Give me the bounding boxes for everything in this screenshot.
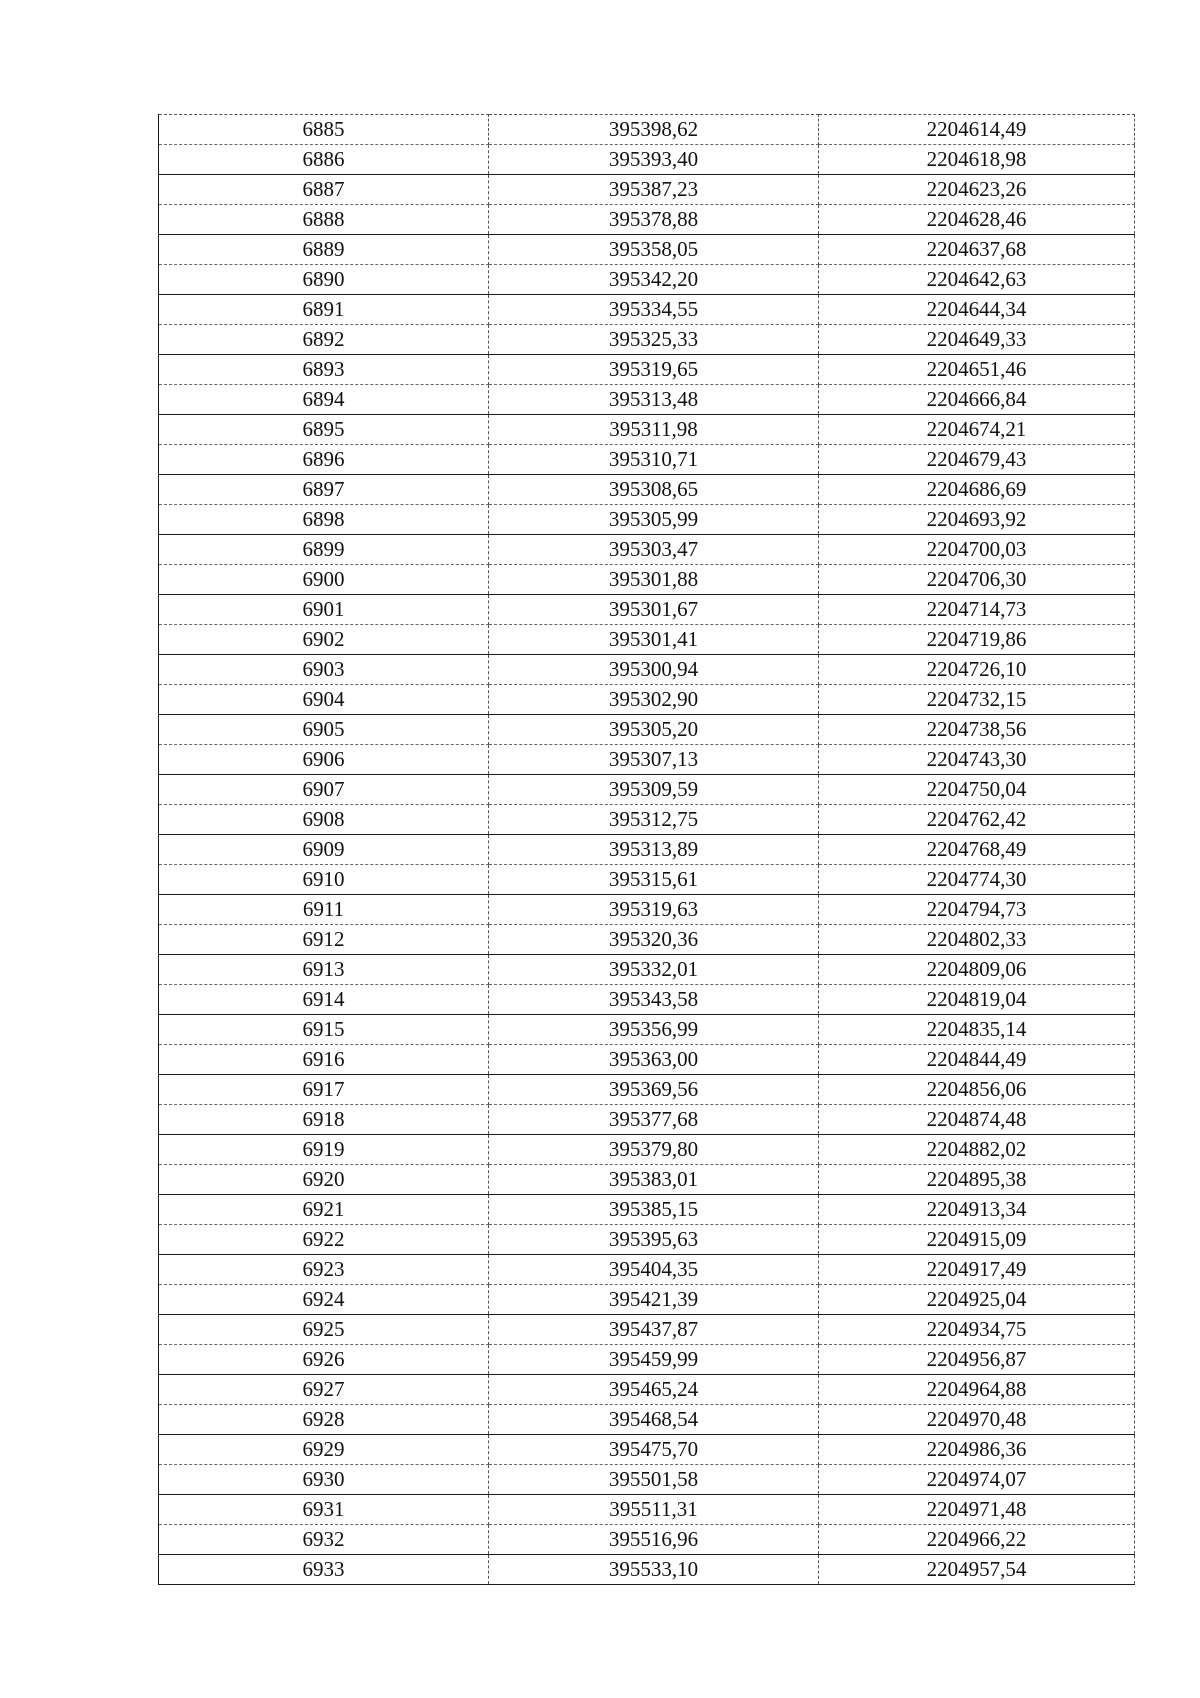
point-number-cell: 6898 <box>159 505 489 535</box>
table-row <box>159 565 1135 595</box>
y-coordinate-cell: 2204913,34 <box>819 1195 1135 1225</box>
x-coordinate-cell: 395325,33 <box>489 325 819 355</box>
table-row <box>159 1555 1135 1585</box>
y-coordinate-cell: 2204915,09 <box>819 1225 1135 1255</box>
y-coordinate-cell: 2204835,14 <box>819 1015 1135 1045</box>
point-number-cell: 6909 <box>159 835 489 865</box>
y-coordinate-cell: 2204726,10 <box>819 655 1135 685</box>
y-coordinate-cell: 2204966,22 <box>819 1525 1135 1555</box>
table-row <box>159 1225 1135 1255</box>
point-number-cell: 6919 <box>159 1135 489 1165</box>
point-number-cell: 6899 <box>159 535 489 565</box>
table-row <box>159 235 1135 265</box>
table-row <box>159 265 1135 295</box>
x-coordinate-cell: 395343,58 <box>489 985 819 1015</box>
x-coordinate-cell: 395533,10 <box>489 1555 819 1585</box>
y-coordinate-cell: 2204794,73 <box>819 895 1135 925</box>
point-number-cell: 6928 <box>159 1405 489 1435</box>
x-coordinate-cell: 395308,65 <box>489 475 819 505</box>
x-coordinate-cell: 395363,00 <box>489 1045 819 1075</box>
x-coordinate-cell: 395342,20 <box>489 265 819 295</box>
point-number-cell: 6912 <box>159 925 489 955</box>
y-coordinate-cell: 2204874,48 <box>819 1105 1135 1135</box>
y-coordinate-cell: 2204674,21 <box>819 415 1135 445</box>
point-number-cell: 6907 <box>159 775 489 805</box>
table-row <box>159 805 1135 835</box>
x-coordinate-cell: 395459,99 <box>489 1345 819 1375</box>
point-number-cell: 6906 <box>159 745 489 775</box>
x-coordinate-cell: 395501,58 <box>489 1465 819 1495</box>
table-row <box>159 955 1135 985</box>
table-row <box>159 535 1135 565</box>
x-coordinate-cell: 395468,54 <box>489 1405 819 1435</box>
y-coordinate-cell: 2204732,15 <box>819 685 1135 715</box>
x-coordinate-cell: 395312,75 <box>489 805 819 835</box>
table-row <box>159 475 1135 505</box>
x-coordinate-cell: 395301,88 <box>489 565 819 595</box>
y-coordinate-cell: 2204750,04 <box>819 775 1135 805</box>
x-coordinate-cell: 395356,99 <box>489 1015 819 1045</box>
x-coordinate-cell: 395379,80 <box>489 1135 819 1165</box>
y-coordinate-cell: 2204686,69 <box>819 475 1135 505</box>
point-number-cell: 6893 <box>159 355 489 385</box>
point-number-cell: 6931 <box>159 1495 489 1525</box>
y-coordinate-cell: 2204802,33 <box>819 925 1135 955</box>
point-number-cell: 6933 <box>159 1555 489 1585</box>
y-coordinate-cell: 2204743,30 <box>819 745 1135 775</box>
x-coordinate-cell: 395387,23 <box>489 175 819 205</box>
y-coordinate-cell: 2204679,43 <box>819 445 1135 475</box>
point-number-cell: 6920 <box>159 1165 489 1195</box>
point-number-cell: 6924 <box>159 1285 489 1315</box>
x-coordinate-cell: 395398,62 <box>489 115 819 145</box>
point-number-cell: 6929 <box>159 1435 489 1465</box>
point-number-cell: 6885 <box>159 115 489 145</box>
point-number-cell: 6932 <box>159 1525 489 1555</box>
y-coordinate-cell: 2204957,54 <box>819 1555 1135 1585</box>
y-coordinate-cell: 2204917,49 <box>819 1255 1135 1285</box>
table-row <box>159 655 1135 685</box>
x-coordinate-cell: 395311,98 <box>489 415 819 445</box>
x-coordinate-cell: 395475,70 <box>489 1435 819 1465</box>
y-coordinate-cell: 2204738,56 <box>819 715 1135 745</box>
x-coordinate-cell: 395309,59 <box>489 775 819 805</box>
y-coordinate-cell: 2204666,84 <box>819 385 1135 415</box>
point-number-cell: 6925 <box>159 1315 489 1345</box>
table-row <box>159 925 1135 955</box>
x-coordinate-cell: 395377,68 <box>489 1105 819 1135</box>
table-row <box>159 1045 1135 1075</box>
point-number-cell: 6895 <box>159 415 489 445</box>
point-number-cell: 6886 <box>159 145 489 175</box>
point-number-cell: 6921 <box>159 1195 489 1225</box>
y-coordinate-cell: 2204971,48 <box>819 1495 1135 1525</box>
point-number-cell: 6927 <box>159 1375 489 1405</box>
x-coordinate-cell: 395421,39 <box>489 1285 819 1315</box>
x-coordinate-cell: 395310,71 <box>489 445 819 475</box>
x-coordinate-cell: 395319,63 <box>489 895 819 925</box>
y-coordinate-cell: 2204934,75 <box>819 1315 1135 1345</box>
x-coordinate-cell: 395320,36 <box>489 925 819 955</box>
table-row <box>159 1195 1135 1225</box>
point-number-cell: 6888 <box>159 205 489 235</box>
point-number-cell: 6910 <box>159 865 489 895</box>
point-number-cell: 6887 <box>159 175 489 205</box>
y-coordinate-cell: 2204706,30 <box>819 565 1135 595</box>
table-row <box>159 445 1135 475</box>
coordinates-table-body <box>159 115 1135 1585</box>
table-row <box>159 115 1135 145</box>
point-number-cell: 6902 <box>159 625 489 655</box>
table-row <box>159 625 1135 655</box>
y-coordinate-cell: 2204974,07 <box>819 1465 1135 1495</box>
point-number-cell: 6918 <box>159 1105 489 1135</box>
point-number-cell: 6915 <box>159 1015 489 1045</box>
y-coordinate-cell: 2204819,04 <box>819 985 1135 1015</box>
table-row <box>159 505 1135 535</box>
table-row <box>159 355 1135 385</box>
x-coordinate-cell: 395301,67 <box>489 595 819 625</box>
coordinates-table <box>158 114 1135 1585</box>
y-coordinate-cell: 2204642,63 <box>819 265 1135 295</box>
table-row <box>159 205 1135 235</box>
point-number-cell: 6930 <box>159 1465 489 1495</box>
table-row <box>159 1405 1135 1435</box>
y-coordinate-cell: 2204623,26 <box>819 175 1135 205</box>
y-coordinate-cell: 2204693,92 <box>819 505 1135 535</box>
table-row <box>159 1015 1135 1045</box>
table-row <box>159 1435 1135 1465</box>
point-number-cell: 6892 <box>159 325 489 355</box>
table-row <box>159 835 1135 865</box>
x-coordinate-cell: 395315,61 <box>489 865 819 895</box>
x-coordinate-cell: 395383,01 <box>489 1165 819 1195</box>
table-row <box>159 715 1135 745</box>
x-coordinate-cell: 395302,90 <box>489 685 819 715</box>
point-number-cell: 6926 <box>159 1345 489 1375</box>
y-coordinate-cell: 2204856,06 <box>819 1075 1135 1105</box>
table-row <box>159 1165 1135 1195</box>
table-row <box>159 1345 1135 1375</box>
x-coordinate-cell: 395305,20 <box>489 715 819 745</box>
table-row <box>159 775 1135 805</box>
table-row <box>159 1105 1135 1135</box>
y-coordinate-cell: 2204628,46 <box>819 205 1135 235</box>
x-coordinate-cell: 395301,41 <box>489 625 819 655</box>
point-number-cell: 6901 <box>159 595 489 625</box>
x-coordinate-cell: 395369,56 <box>489 1075 819 1105</box>
x-coordinate-cell: 395404,35 <box>489 1255 819 1285</box>
y-coordinate-cell: 2204882,02 <box>819 1135 1135 1165</box>
x-coordinate-cell: 395319,65 <box>489 355 819 385</box>
x-coordinate-cell: 395313,48 <box>489 385 819 415</box>
table-row <box>159 1465 1135 1495</box>
table-row <box>159 895 1135 925</box>
y-coordinate-cell: 2204956,87 <box>819 1345 1135 1375</box>
y-coordinate-cell: 2204768,49 <box>819 835 1135 865</box>
table-row <box>159 145 1135 175</box>
x-coordinate-cell: 395313,89 <box>489 835 819 865</box>
x-coordinate-cell: 395385,15 <box>489 1195 819 1225</box>
point-number-cell: 6891 <box>159 295 489 325</box>
y-coordinate-cell: 2204895,38 <box>819 1165 1135 1195</box>
table-row <box>159 385 1135 415</box>
y-coordinate-cell: 2204762,42 <box>819 805 1135 835</box>
point-number-cell: 6914 <box>159 985 489 1015</box>
table-row <box>159 1135 1135 1165</box>
y-coordinate-cell: 2204719,86 <box>819 625 1135 655</box>
table-row <box>159 595 1135 625</box>
x-coordinate-cell: 395303,47 <box>489 535 819 565</box>
x-coordinate-cell: 395465,24 <box>489 1375 819 1405</box>
point-number-cell: 6896 <box>159 445 489 475</box>
x-coordinate-cell: 395437,87 <box>489 1315 819 1345</box>
table-row <box>159 865 1135 895</box>
point-number-cell: 6889 <box>159 235 489 265</box>
point-number-cell: 6911 <box>159 895 489 925</box>
point-number-cell: 6922 <box>159 1225 489 1255</box>
x-coordinate-cell: 395358,05 <box>489 235 819 265</box>
x-coordinate-cell: 395511,31 <box>489 1495 819 1525</box>
table-row <box>159 1525 1135 1555</box>
y-coordinate-cell: 2204964,88 <box>819 1375 1135 1405</box>
x-coordinate-cell: 395378,88 <box>489 205 819 235</box>
x-coordinate-cell: 395332,01 <box>489 955 819 985</box>
x-coordinate-cell: 395393,40 <box>489 145 819 175</box>
y-coordinate-cell: 2204649,33 <box>819 325 1135 355</box>
table-row <box>159 175 1135 205</box>
table-row <box>159 1285 1135 1315</box>
y-coordinate-cell: 2204714,73 <box>819 595 1135 625</box>
x-coordinate-cell: 395334,55 <box>489 295 819 325</box>
y-coordinate-cell: 2204614,49 <box>819 115 1135 145</box>
point-number-cell: 6897 <box>159 475 489 505</box>
point-number-cell: 6904 <box>159 685 489 715</box>
table-row <box>159 1495 1135 1525</box>
table-row <box>159 295 1135 325</box>
y-coordinate-cell: 2204644,34 <box>819 295 1135 325</box>
y-coordinate-cell: 2204986,36 <box>819 1435 1135 1465</box>
x-coordinate-cell: 395307,13 <box>489 745 819 775</box>
y-coordinate-cell: 2204925,04 <box>819 1285 1135 1315</box>
point-number-cell: 6923 <box>159 1255 489 1285</box>
point-number-cell: 6905 <box>159 715 489 745</box>
y-coordinate-cell: 2204844,49 <box>819 1045 1135 1075</box>
x-coordinate-cell: 395305,99 <box>489 505 819 535</box>
x-coordinate-cell: 395300,94 <box>489 655 819 685</box>
table-row <box>159 1315 1135 1345</box>
table-row <box>159 325 1135 355</box>
y-coordinate-cell: 2204774,30 <box>819 865 1135 895</box>
x-coordinate-cell: 395516,96 <box>489 1525 819 1555</box>
table-row <box>159 985 1135 1015</box>
table-row <box>159 1255 1135 1285</box>
table-row <box>159 685 1135 715</box>
y-coordinate-cell: 2204637,68 <box>819 235 1135 265</box>
table-row <box>159 1075 1135 1105</box>
point-number-cell: 6913 <box>159 955 489 985</box>
x-coordinate-cell: 395395,63 <box>489 1225 819 1255</box>
y-coordinate-cell: 2204809,06 <box>819 955 1135 985</box>
point-number-cell: 6894 <box>159 385 489 415</box>
table-row <box>159 415 1135 445</box>
y-coordinate-cell: 2204651,46 <box>819 355 1135 385</box>
point-number-cell: 6903 <box>159 655 489 685</box>
point-number-cell: 6916 <box>159 1045 489 1075</box>
point-number-cell: 6908 <box>159 805 489 835</box>
y-coordinate-cell: 2204970,48 <box>819 1405 1135 1435</box>
point-number-cell: 6890 <box>159 265 489 295</box>
table-row <box>159 745 1135 775</box>
y-coordinate-cell: 2204618,98 <box>819 145 1135 175</box>
table-row <box>159 1375 1135 1405</box>
point-number-cell: 6917 <box>159 1075 489 1105</box>
y-coordinate-cell: 2204700,03 <box>819 535 1135 565</box>
point-number-cell: 6900 <box>159 565 489 595</box>
